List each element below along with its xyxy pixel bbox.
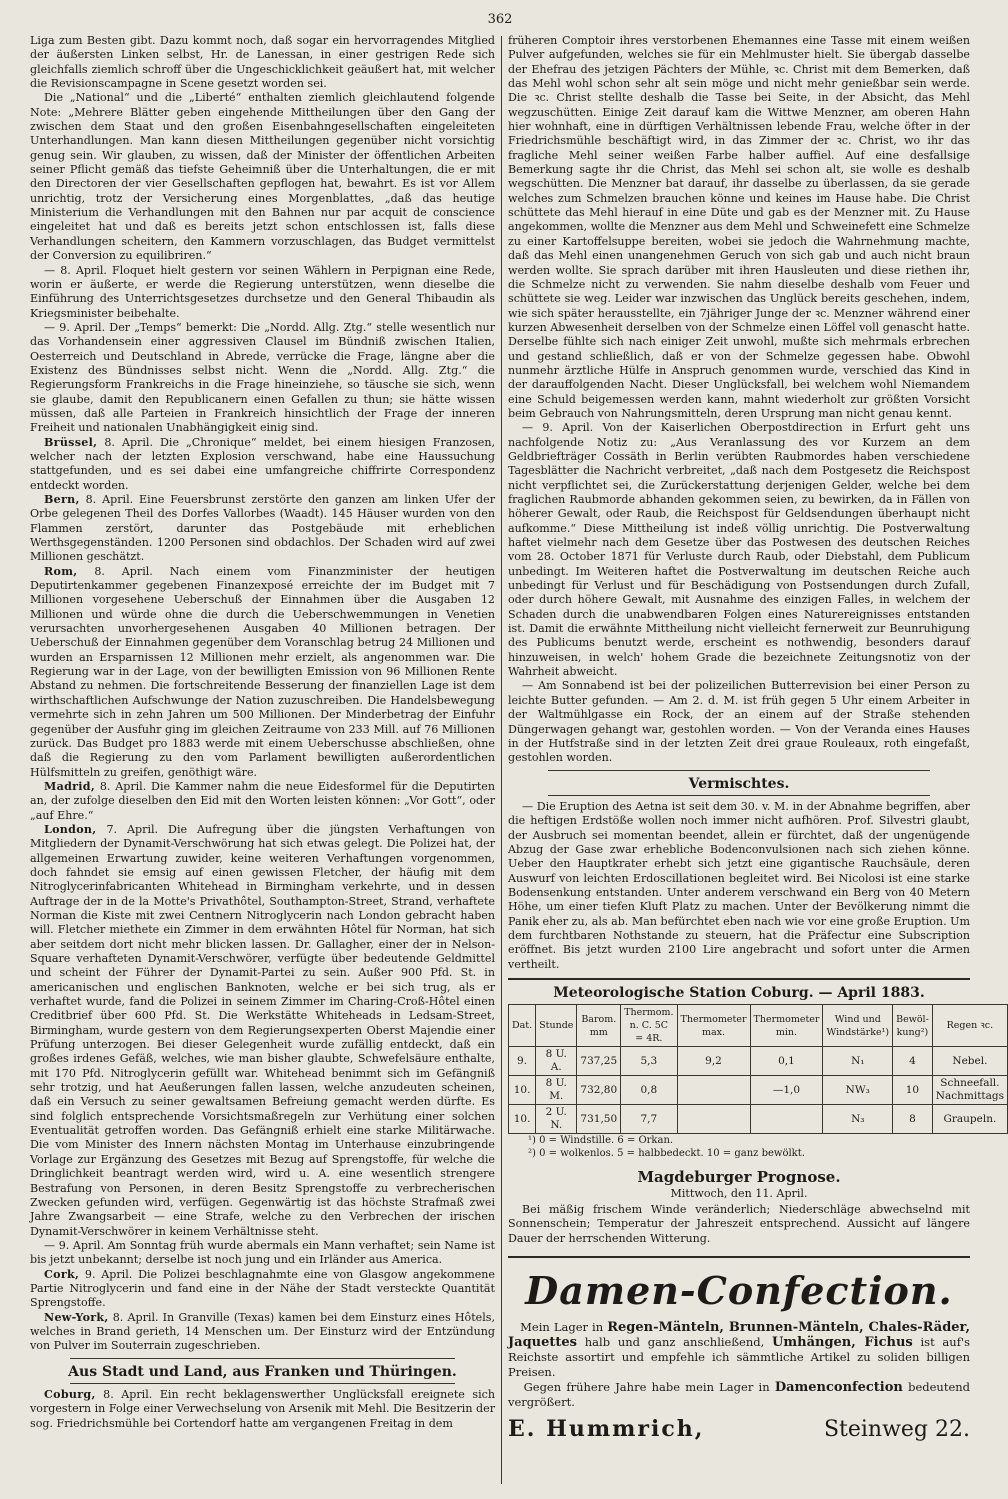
column-header: Thermometer min. [750, 1005, 823, 1047]
article-paragraph: — 9. April. Am Sonntag früh wurde abermals ein Mann verhaftet; sein Name ist bis jetzt unbekannt; derselbe ist noch jung und ein Irländer aus America. [30, 1238, 495, 1267]
section-divider [70, 1358, 455, 1359]
article-paragraph: Cork, 9. April. Die Polizei beschlagnahmte eine von Glasgow angekommene Partie Nitroglycerin und fand eine in der Nähe der Stadt versteckte Quantität Sprengstoffe. [30, 1267, 495, 1310]
forecast-date: Mittwoch, den 11. April. [670, 1186, 808, 1200]
dateline: Madrid, [44, 779, 96, 793]
section-divider [548, 770, 930, 771]
article-paragraph: — 8. April. Floquet hielt gestern vor seinen Wählern in Perpignan eine Rede, worin er äußerte, er werde die Regierung unterstützen, wenn dieselbe die Einführung des Unterrichtsgesetzes durchsetze und den General Thibaudin als Kriegsminister beibehalte. [30, 263, 495, 320]
firm-address: Steinweg 22. [823, 1417, 970, 1443]
article-paragraph: Brüssel, 8. April. Die „Chronique“ meldet, bei einem hiesigen Franzosen, welcher nach der letzten Explosion verschwand, habe eine Haussuchung stattgefunden, und es sei dabei eine umfangreiche chiffrirte Correspondenz entdeckt worden. [30, 435, 495, 492]
left-column [30, 34, 495, 1487]
dateline: London, [44, 822, 97, 836]
advertisement-body: Mein Lager in Regen-Mänteln, Brunnen-Mänteln, Chales-Räder, Jaquettes halb und ganz anschließend, Umhängen, Fichus ist auf's Reichste assortirt und empfehle ich sämmtliche Artikel zu soliden billigen Preisen. Gegen frühere Jahre habe mein Lager in Damenconfection bedeutend vergrößert. [508, 1320, 971, 1410]
article-paragraph: Coburg, 8. April. Ein recht beklagenswerther Unglücksfall ereignete sich vorgestern in Folge einer Verwechselung von Arsenik mit Mehl. Die Besitzerin der sog. Friedrichsmühle bei Cortendorf hatte am vergangenen Freitag in dem [30, 1387, 495, 1430]
dateline: Rom, [44, 564, 78, 578]
table-row: 10. 2 U. N. 731,50 7,7 N₃ 8 Graupeln. [509, 1105, 1008, 1134]
weather-table-title: Meteorologische Station Coburg. — April 1883. [553, 985, 925, 1001]
column-header: Dat. [509, 1005, 536, 1047]
dateline: New-York, [44, 1310, 109, 1324]
advertisement [508, 1256, 971, 1443]
table-footnote: ²) 0 = wolkenlos. 5 = halbbedeckt. 10 = ganz bewölkt. [528, 1148, 805, 1160]
section-divider [508, 978, 970, 980]
forecast-text: Bei mäßig frischem Winde veränderlich; Niederschläge abwechselnd mit Sonnenschein; Temperatur der Jahreszeit entsprechend. Aussicht auf längere Dauer der herrschenden Witterung. [508, 1203, 970, 1245]
article-paragraph: London, 7. April. Die Aufregung über die jüngsten Verhaftungen von Mitgliedern der Dynamit-Verschwörung hat sich etwas gelegt. Die Polizei hat, der allgemeinen Erwartung zuwider, keine weiteren Verhaftungen vorgenommen, doch fahndet sie emsig auf einen gewissen Fletcher, der häufig mit dem Nitroglycerinfabricanten Whitehead in Birmingham verkehrte, und in dessen Auftrage der in de la Motte's Privathôtel, Southampton-Street, Strand, verhaftete Norman die Kiste mit zwei Centnern Nitroglycerin nach London gebracht haben will. Fletcher miethete ein Zimmer in dem erwähnten Hôtel für Norman, hat sich aber seitdem dort nicht mehr blicken lassen. Dr. Gallagher, einer der in Nelson-Square verhafteten Dynamit-Verschwörer, verfügte über bedeutende Geldmittel und scheint der Führer der Dynamit-Partei zu sein. Außer 900 Pfd. St. in americanischen und englischen Banknoten, welche er bei sich trug, als er verhaftet wurde, fand die Polizei in seinem Zimmer im Charing-Croß-Hôtel einen Creditbrief über 600 Pfd. St. Die Werkstätte Whiteheads in Ledsam-Street, Birmingham, wurde gestern von dem Regierungsexperten Oberst Majendie einer Prüfung unterzogen. Bei dieser Gelegenheit wurde zufällig entdeckt, daß ein großes irdenes Gefäß, welches, wie man bisher glaubte, Schwefelsäure enthalte, mit 170 Pfd. Nitroglycerin gefüllt war. Whitehead benimmt sich im Gefängniß sehr trotzig, und hat Aeußerungen fallen lassen, welche anzudeuten scheinen, daß ein Versuch zu seiner gewaltsamen Befreiung gemacht werden dürfte. Es sind folglich entsprechende Vorsichtsmaßregeln zur Verhütung einer solchen Eventualität getroffen worden. Das Gefängniß erhielt eine starke Militärwache. Die vom Minister des Innern nächsten Montag im Unterhause einzubringende Vorlage zur Ergänzung des Gesetzes mit Bezug auf Sprengstoffe, für welche die Dringlichkeit beantragt werden wird, wird u. A. eine wesentlich strengere Bestrafung von Personen, in deren Besitz Sprengstoffe zu verbrecherischen Zwecken gefunden wird, verfügen. Gegenwärtig ist das höchste Strafmaß zwei Jahre Zwangsarbeit — eine Strafe, welche zu den Verbrechen der irischen Dynamit-Verschwörer in keinem Verhältnisse steht. [30, 822, 495, 1238]
section-divider [70, 1383, 455, 1384]
dateline: Coburg, [44, 1387, 96, 1401]
dateline: Cork, [44, 1267, 80, 1281]
article-paragraph: Bern, 8. April. Eine Feuersbrunst zerstörte den ganzen am linken Ufer der Orbe gelegenen Theil des Dorfes Vallorbes (Waadt). 145 Häuser wurden von den Flammen zerstört, darunter das Postgebäude mit erheblichen Werthsgegenständen. 1200 Personen sind obdachlos. Der Schaden wird auf zwei Millionen geschätzt. [30, 493, 495, 564]
article-paragraph: — 9. April. Von der Kaiserlichen Oberpostdirection in Erfurt geht uns nachfolgende Notiz zu: „Aus Veranlassung des vor Kurzem an dem Geldbriefträger Cossäth in Berlin verübten Raubmordes haben verschiedene Tagesblätter die Nachricht verbreitet, „daß nach dem Postgesetz die Reichspost nicht verpflichtet sei, die Zurückerstattung derjenigen Gelder, welche bei dem fraglichen Raubmorde abhanden gekommen seien, zu bewirken, da in Fällen von höherer Gewalt, oder Raub, die Reichspost für Geldsendungen überhaupt nicht aufkomme.“ Diese Mittheilung ist indeß völlig unrichtig. Die Postverwaltung haftet vielmehr nach dem Gesetze über das Postwesen des deutschen Reiches vom 28. October 1871 für Verluste durch Raub, oder Diebstahl, dem Publicum unbedingt. Im Weiteren haftet die Postverwaltung im deutschen Reiche auch unbedingt für Verlust und für Beschädigung von Postsendungen durch Zufall, oder durch höhere Gewalt, mit Ausnahme des einzigen Falles, in welchem der Schaden durch die unabwendbaren Folgen eines Naturereignisses entstanden ist. Damit die erwähnte Mittheilung nicht vielleicht fernerweit zur Beunruhigung des Publicums benutzt werde, erscheint es nothwendig, besonders darauf hinzuweisen, in welch' hohem Grade die bezeichnete Zeitungsnotiz von der Wahrheit abweicht. [508, 421, 970, 679]
column-header: Thermom. n. C. 5C = 4R. [621, 1005, 677, 1047]
table-footnote: ¹) 0 = Windstille. 6 = Orkan. [528, 1135, 674, 1147]
column-header: Stunde [536, 1005, 577, 1047]
forecast-title: Magdeburger Prognose. [637, 1168, 841, 1187]
article-paragraph: — Am Sonnabend ist bei der polizeilichen Butterrevision bei einer Person zu leichte Butter gefunden. — Am 2. d. M. ist früh gegen 5 Uhr einem Arbeiter in der Waltmühlgasse ein Rock, der an einem auf der Straße stehenden Düngerwagen gehangt war, gestohlen worden. — Von der Veranda eines Hauses in der Hutfstraße sind in der letzten Zeit drei graue Rouleaux, roth eingefaßt, gestohlen worden. [508, 679, 970, 765]
article-paragraph: Liga zum Besten gibt. Dazu kommt noch, daß sogar ein hervorragendes Mitglied der äußersten Linken selbst, Hr. de Lanessan, in einer gestrigen Rede sich gleichfalls ziemlich schroff über die Ungeschicklichkeit geäußert hat, mit welcher die Revisionscampagne in Scene gesetzt worden sei. [30, 34, 495, 91]
article-paragraph: Rom, 8. April. Nach einem vom Finanzminister der heutigen Deputirtenkammer gegebenen Finanzexposé erreichte der im Budget mit 7 Millionen vorgesehene Ueberschuß der Einnahmen über die Ausgaben 12 Millionen und würde ohne die durch die Ueberschwemmungen in Venetien verursachten unvorhergesehenen Ausgaben 40 Millionen betragen. Der Ueberschuß der Einnahmen gegenüber dem Voranschlag betrug 24 Millionen und wurden an Ersparnissen 12 Millionen mehr erzielt, als angenommen war. Die Regierung war in der Lage, von der bewilligten Emission von 96 Millionen Rente Abstand zu nehmen. Die fortschreitende Besserung der finanziellen Lage ist dem wirthschaftlichen Aufschwunge der Nation zuzuschreiben. Die Handelsbewegung vermehrte sich in zehn Jahren um 500 Millionen. Der Minderbetrag der Einfuhr gegenüber der Ausfuhr ging im gleichen Zeitraume von 233 Mill. auf 76 Millionen zurück. Das Budget pro 1883 werde mit einem Ueberschusse abschließen, ohne daß die Regierung zu den vom Parlament bewilligten außerordentlichen Hülfsmitteln zu greifen, genöthigt wäre. [30, 564, 495, 779]
weather-table [508, 1004, 1008, 1134]
right-column [508, 34, 1005, 1487]
article-paragraph: — 9. April. Der „Temps“ bemerkt: Die „Nordd. Allg. Ztg.“ stelle wesentlich nur das Vorhandensein einer aggressiven Clausel im Bündniß zwischen Italien, Oesterreich und Deutschland in Abrede, verrücke die Frage, längne aber die Existenz des Bündnisses selbst nicht. Wenn die „Nordd. Allg. Ztg.“ die Regierungsform Frankreichs in die Frage hineinziehe, so täusche sie sich, wenn sie glaube, damit den Republicanern einen Gefallen zu thun; sie hätte wissen müssen, daß alle Parteien in Frankreich hinsichtlich der Frage der inneren Freiheit und nationalen Unabhängigkeit einig sind. [30, 320, 495, 435]
advertisement-title: Damen-Confection. [525, 1268, 953, 1314]
table-row: 9. 8 U. A. 737,25 5,3 9,2 0,1 N₁ 4 Nebel. [509, 1047, 1008, 1076]
article-paragraph: früheren Comptoir ihres verstorbenen Ehemannes eine Tasse mit einem weißen Pulver aufgefunden, welches sie für ein Mehlmuster hielt. Sie übergab dasselbe der Ehefrau des jetzigen Pächters der Mühle, ꝛc. Christ mit dem Bemerken, daß das Mehl wohl schon sehr alt sein möge und nicht mehr genießbar sein werde. Die ꝛc. Christ stellte deshalb die Tasse bei Seite, in der Absicht, das Mehl wegzuschütten. Einige Zeit darauf kam die Wittwe Menzner, am oberen Hahn hier wohnhaft, eine in dürftigen Verhältnissen lebende Frau, welche öfter in der Friedrichsmühle beschäftigt wird, in das Zimmer der ꝛc. Christ, wo ihr das fragliche Mehl seiner weißen Farbe halber auffiel. Auf eine desfallsige Bemerkung sagte ihr die Christ, das Mehl sei schon alt, sie wolle es deshalb wegschütten. Die Menzner bat darauf, ihr dasselbe zu überlassen, da sie gerade welches zum Schmelzen brauchen könne und keines im Hause habe. Die Christ schüttete das Mehl hierauf in eine Düte und gab es der Menzner mit. Zu Hause angekommen, wollte die Menzner aus dem Mehl und Schweinefett eine Schmelze zu einer Kartoffelsuppe bereiten, wobei sie jedoch die Wahrnehmung machte, daß das Mehl einen unangenehmen Geruch von sich gab und auch nicht braun werden wollte. Sie sprach darüber mit ihren Hausleuten und diese riethen ihr, die Schmelze nicht zu verwenden. Sie nahm dieselbe deshalb vom Feuer und schüttete sie weg. Leider war inzwischen das Unglück bereits geschehen, indem, wie sich später herausstellte, ein 7jähriger Junge der ꝛc. Menzner während einer kurzen Abwesenheit derselben von der Schmelze einen Löffel voll genascht hatte. Derselbe fühlte sich nach einiger Zeit unwohl, mußte sich mehrmals erbrechen und gestand schließlich, daß er von der Schmelze gegessen habe. Obwohl nunmehr ärztliche Hülfe in Anspruch genommen wurde, verschied das Kind in der darauffolgenden Nacht. Dieser Unglücksfall, bei welchem wohl Niemandem eine Schuld beigemessen werden kann, mahnt wiederholt zur größten Vorsicht beim Gebrauch von Nahrungsmitteln, deren Ursprung man nicht genau kennt. [508, 34, 970, 420]
section-heading: Aus Stadt und Land, aus Franken und Thüringen. [68, 1363, 457, 1380]
dateline: Bern, [44, 493, 80, 506]
firm-name: E. Hummrich, [508, 1416, 705, 1443]
dateline: Brüssel, [44, 435, 98, 449]
article-paragraph: — Die Eruption des Aetna ist seit dem 30. v. M. in der Abnahme begriffen, aber die heftigen Erdstöße wollen noch immer nicht aufhören. Prof. Silvestri glaubt, der Ausbruch sei momentan beendet, allein er fürchtet, daß der ungenügende Abzug der Gase zwar erhebliche Bodenconvulsionen nach sich ziehen könne. Ueber den Hauptkrater erhebt sich jetzt eine gigantische Rauchsäule, deren Auswurf von leichten Erdoscillationen begleitet wird. Bei Nicolosi ist eine starke Bodensenkung entstanden. Unter anderem verschwand ein Berg von 40 Metern Höhe, um einer tiefen Kluft Platz zu machen. Unter der Bevölkerung nimmt die Panik eher zu, als ab. Man befürchtet eben nach wie vor eine große Eruption. Um dem furchtbaren Nothstande zu steuern, hat die Präfectur eine Subscription eröffnet. Bis jetzt wurden 2100 Lire angebracht und sofort unter die Armen vertheilt. [508, 799, 970, 971]
column-header: Bewöl-kung²) [893, 1005, 933, 1047]
column-header: Thermometer max. [677, 1005, 750, 1047]
column-header: Wind und Windstärke¹) [823, 1005, 893, 1047]
section-divider [548, 795, 930, 796]
article-paragraph: Madrid, 8. April. Die Kammer nahm die neue Eidesformel für die Deputirten an, der zufolge dieselben den Eid mit den Worten leisten können: „Vor Gott“, oder „auf Ehre.“ [30, 779, 495, 822]
table-row: 10. 8 U. M. 732,80 0,8 —1,0 NW₃ 10 Schneefall. Nachmittags [509, 1076, 1008, 1105]
column-divider [501, 36, 502, 1484]
article-paragraph: New-York, 8. April. In Granville (Texas) kamen bei dem Einsturz eines Hôtels, welches in Brand gerieth, 14 Menschen um. Der Einsturz wird der Entzündung von Pulver im Souterrain zugeschrieben. [30, 1310, 495, 1353]
column-header: Regen ꝛc. [932, 1005, 1007, 1047]
article-paragraph: Die „National“ und die „Liberté“ enthalten ziemlich gleichlautend folgende Note: „Mehrere Blätter geben eingehende Mittheilungen über den Gang der zwischen dem Staat und den großen Eisenbahngesellschaften eingeleiteten Unterhandlungen. Man kann diesen Mittheilungen gegenüber nicht vorsichtig genug sein. Wir glauben, zu wissen, daß der Minister der öffentlichen Arbeiten seiner Pflicht gemäß das tiefste Geheimniß über die Unterhaltungen, die er mit den Directoren der vier Gesellschaften gepflogen hat, bewahrt. Es ist vor Allem unrichtig, trotz der Versicherung eines Morgenblattes, „daß das heutige Ministerium die Verhandlungen mit den Bahnen nur par acquit de conscience eingeleitet hat und daß es bereits jetzt schon entschlossen ist, falls diese Verhandlungen scheitern, den Kammern vorzuschlagen, das Budget vermittelst der Conversion zu equilibriren.“ [30, 91, 495, 263]
section-heading: Vermischtes. [688, 775, 790, 792]
page-number: 362 [487, 12, 513, 27]
table-header-row [509, 1005, 1008, 1047]
column-header: Barom. mm [577, 1005, 621, 1047]
advertisement-signature [508, 1416, 970, 1443]
